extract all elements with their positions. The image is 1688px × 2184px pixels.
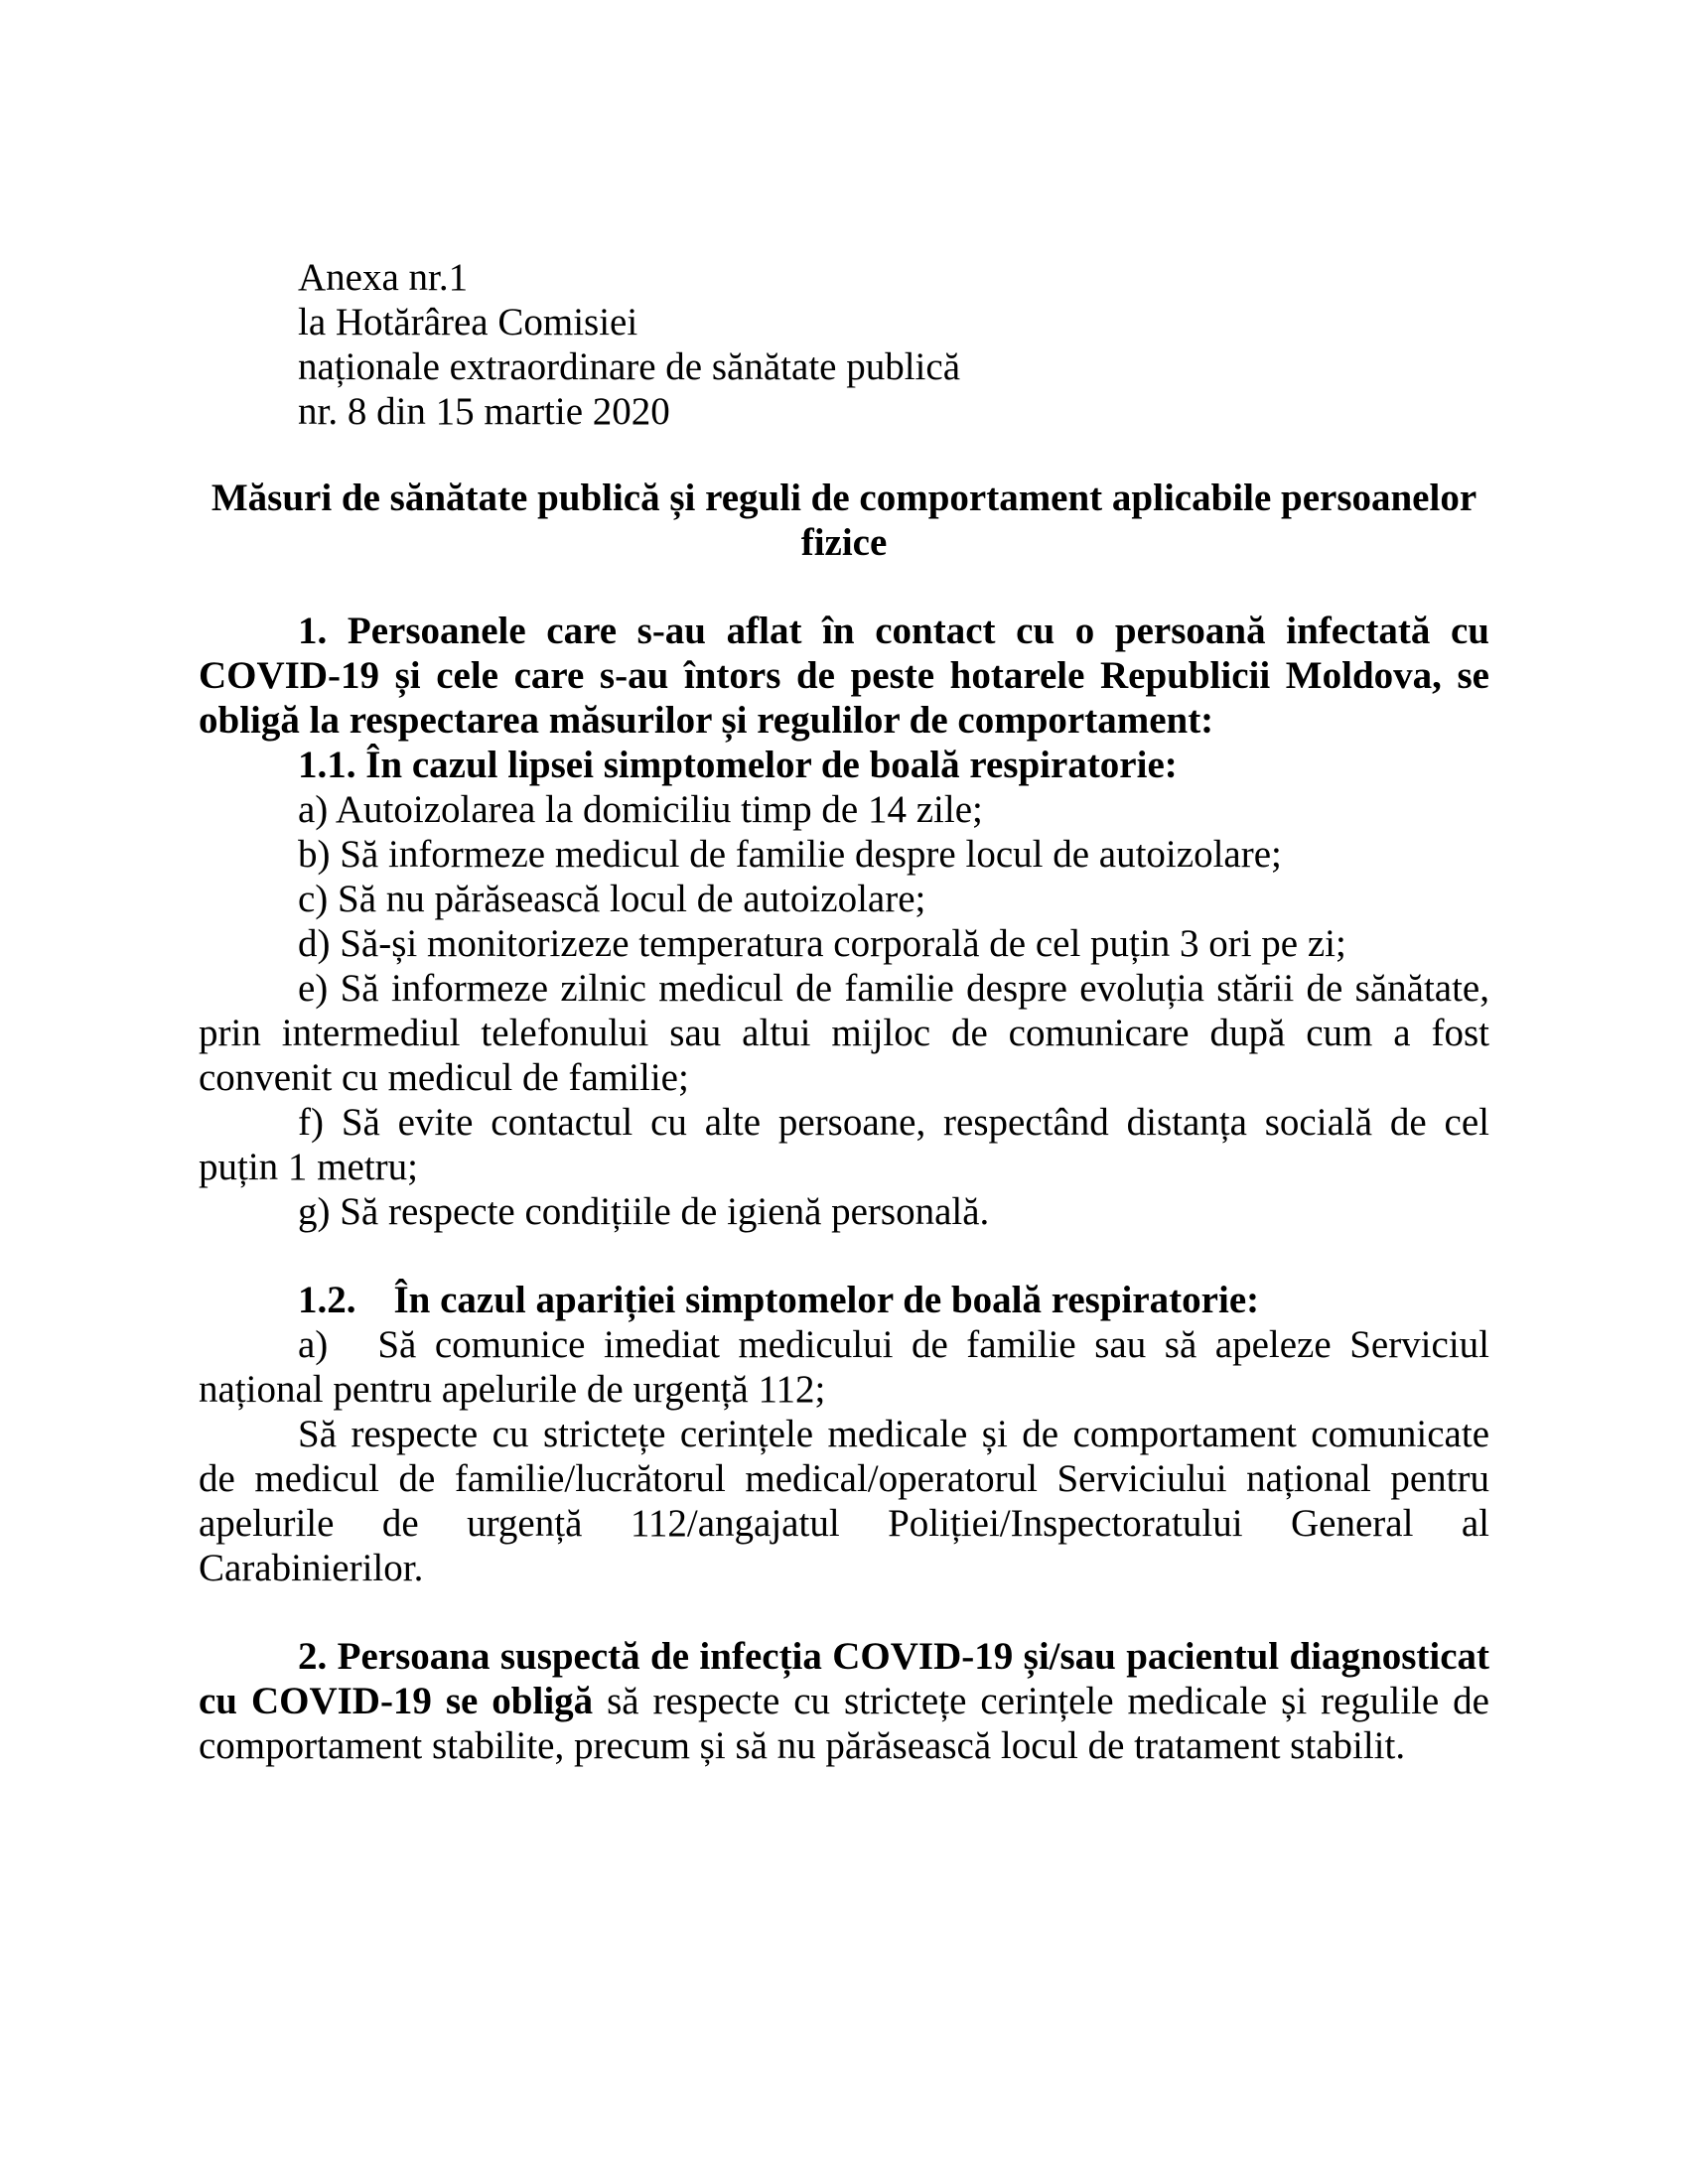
list-item-f: f) Să evite contactul cu alte persoane, respectând distanța socială de cel puțin 1 metru;	[199, 1101, 1489, 1188]
annex-line-4: nr. 8 din 15 martie 2020	[298, 390, 670, 433]
section-1-intro-paragraph: 1. Persoanele care s-au aflat în contact cu o persoană infectată cu COVID-19 și cele care s-au întors de peste hotarele Republicii Moldova, se obligă la respectarea măsurilor și regulilor de comportament:	[199, 610, 1489, 742]
list-item-e: e) Să informeze zilnic medicul de familie despre evoluția stării de sănătate, prin intermediul telefonului sau altui mijloc de comunicare după cum a fost convenit cu medicul de familie;	[199, 967, 1489, 1099]
section-1-2-heading	[199, 1278, 1489, 1322]
section-1-2-item-a	[199, 1322, 1489, 1412]
section-1-1-heading: 1.1. În cazul lipsei simptomelor de boală respiratorie:	[298, 744, 1178, 786]
section-1-2-paragraph: Să respecte cu strictețe cerințele medicale și de comportament comunicate de medicul de familie/lucrătorul medical/operatorul Serviciului național pentru apelurile de urgență 112/angajatul Poliției/Inspectoratului General al Carabinierilor.	[199, 1413, 1489, 1589]
document-title: Măsuri de sănătate publică și reguli de comportament aplicabile persoanelor fizice	[211, 477, 1477, 564]
list-item-c: c) Să nu părăsească locul de autoizolare;	[298, 878, 926, 920]
list-item-d: d) Să-și monitorizeze temperatura corporală de cel puțin 3 ori pe zi;	[298, 922, 1346, 965]
section-1-2-number: 1.2.	[298, 1279, 356, 1321]
annex-line-2: la Hotărârea Comisiei	[298, 301, 638, 343]
section-2-lead-bold: 2. Persoana suspectă de infecția COVID-19 și/sau pacientul diagnosticat cu COVID-19 se obligă	[199, 1635, 1489, 1722]
section-1-2-heading-text: În cazul apariției simptomelor de boală respiratorie:	[393, 1279, 1260, 1321]
annex-reference-block	[298, 255, 1489, 434]
annex-line-3: naționale extraordinare de sănătate publică	[298, 345, 960, 388]
list-item-a: a) Autoizolarea la domiciliu timp de 14 zile;	[298, 788, 983, 831]
list-item-b: b) Să informeze medicul de familie despre locul de autoizolare;	[298, 833, 1282, 876]
section-2-rest: să respecte cu strictețe cerințele medicale și regulile de comportament stabilite, precum și să nu părăsească locul de tratament stabilit.	[199, 1680, 1489, 1767]
item-a-label: a)	[298, 1323, 329, 1366]
annex-line-1: Anexa nr.1	[298, 256, 469, 299]
list-item-g: g) Să respecte condițiile de igienă personală.	[298, 1190, 990, 1233]
item-a-text: Să comunice imediat medicului de familie sau să apeleze Serviciul național pentru apelurile de urgență 112;	[199, 1323, 1489, 1411]
section-2-paragraph	[199, 1634, 1489, 1768]
section-1-1-list	[199, 787, 1489, 1234]
